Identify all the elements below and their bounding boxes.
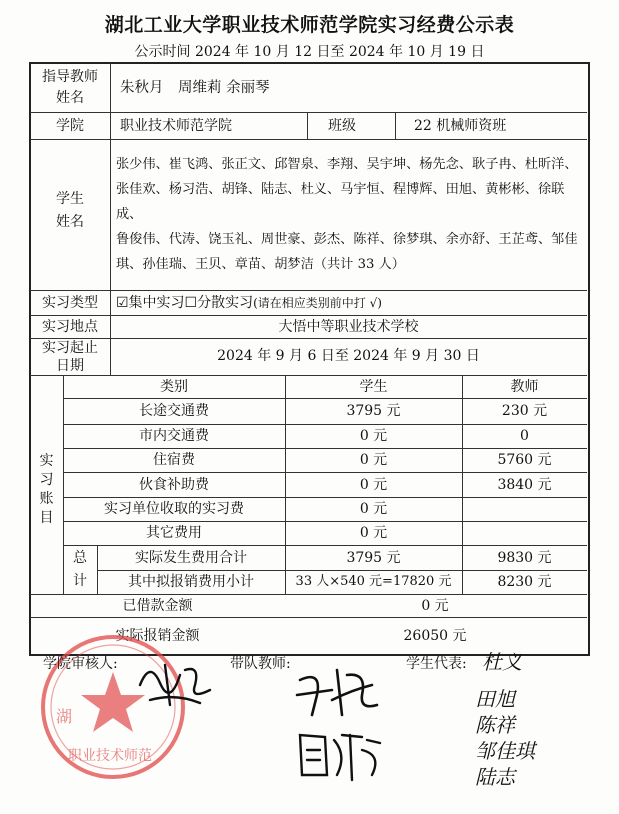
students-label-line2: 姓名 [56, 214, 84, 230]
header-category: 类别 [160, 379, 188, 395]
intern-type-note: (请在相应类别前中打 √) [253, 296, 382, 310]
student-signature: 陆志 [475, 765, 515, 789]
total-teacher-amount: 8230 元 [497, 574, 552, 590]
intern-type-value [116, 294, 382, 312]
period-value: 2024 年 9 月 6 日至 2024 年 9 月 30 日 [217, 348, 480, 364]
row-student-amount: 3795 元 [346, 403, 401, 419]
account-side-char: 习 [39, 472, 54, 488]
row-category: 市内交通费 [139, 428, 209, 444]
row-category: 其它费用 [146, 525, 202, 541]
total-student-amount: 3795 元 [346, 550, 401, 566]
row-divider [63, 497, 587, 498]
student-signature: 陈祥 [475, 713, 515, 737]
row-divider [30, 315, 587, 316]
row-divider [30, 139, 587, 140]
row-divider [30, 594, 587, 595]
borrowed-value: 0 元 [421, 598, 449, 614]
class-value: 22 机械师资班 [414, 118, 507, 134]
reimbursed-value: 26050 元 [403, 628, 467, 644]
student-rep-label: 学生代表: [406, 656, 467, 672]
teacher-signature-2 [292, 725, 387, 785]
advisor-label-line2: 姓名 [56, 90, 84, 106]
row-teacher-amount: 5760 元 [497, 452, 552, 468]
total-category: 实际发生费用合计 [135, 550, 247, 566]
row-teacher-amount: 0 [520, 428, 529, 444]
row-divider [63, 448, 587, 449]
row-divider [63, 424, 587, 425]
col-divider [307, 112, 308, 139]
row-divider [30, 338, 587, 339]
row-category: 实习单位收取的实习费 [104, 501, 244, 517]
row-divider [63, 472, 587, 473]
col-divider [395, 112, 396, 139]
borrowed-label: 已借款金额 [122, 598, 193, 614]
row-divider [97, 570, 587, 571]
advisor-label-line1: 指导教师 [42, 69, 98, 85]
account-side-char: 目 [39, 510, 54, 526]
document-title: 湖北工业大学职业技术师范学院实习经费公示表 [104, 14, 515, 36]
college-reviewer-label: 学院审核人: [43, 656, 118, 672]
student-signature: 邹佳琪 [475, 739, 535, 763]
college-value: 职业技术师范学院 [120, 118, 232, 134]
advisor-names: 朱秋月 周维莉 余丽琴 [120, 80, 270, 96]
period-label-line1: 实习起止 [42, 340, 98, 356]
row-divider [30, 617, 587, 618]
period-label-line2: 日期 [56, 358, 84, 374]
row-student-amount: 0 元 [359, 477, 388, 493]
row-divider [63, 521, 587, 522]
row-category: 住宿费 [153, 452, 195, 468]
student-line: 张佳欢、杨习浩、胡锋、陆志、杜义、马宇恒、程博辉、田旭、黄彬彬、徐联成、 [116, 182, 565, 222]
student-line: 张少伟、崔飞鸿、张正文、邱智泉、李翔、吴宇坤、杨先念、耿子冉、杜昕洋、 [116, 157, 578, 172]
student-names [116, 152, 586, 277]
total-label-char: 总 [73, 550, 87, 566]
location-value: 大悟中等职业技术学校 [278, 319, 419, 335]
row-divider [30, 290, 587, 291]
total-teacher-amount: 9830 元 [497, 550, 552, 566]
svg-text:职业技术师范: 职业技术师范 [68, 748, 152, 764]
row-student-amount: 0 元 [359, 501, 388, 517]
intern-type-label: 实习类型 [42, 295, 98, 311]
row-student-amount: 0 元 [359, 452, 388, 468]
svg-text:湖: 湖 [56, 707, 73, 726]
class-label: 班级 [328, 118, 356, 134]
total-category: 其中拟报销费用小计 [128, 574, 254, 590]
total-student-amount: 33 人×540 元=17820 元 [295, 574, 452, 589]
row-category: 伙食补助费 [139, 477, 209, 493]
row-student-amount: 0 元 [359, 428, 388, 444]
row-teacher-amount: 230 元 [501, 403, 548, 419]
student-line: 鲁俊伟、代涛、饶玉礼、周世豪、彭杰、陈祥、徐梦琪、余亦舒、王芷鸢、邹佳 [116, 232, 578, 247]
row-teacher-amount: 3840 元 [497, 477, 552, 493]
reimbursed-label: 实际报销金额 [115, 628, 200, 644]
teacher-signature-1 [292, 660, 382, 720]
college-label: 学院 [56, 118, 84, 134]
intern-type-checkboxes: ☑集中实习☐分散实习 [116, 295, 254, 311]
students-label-line1: 学生 [56, 191, 84, 207]
header-teacher: 教师 [510, 379, 539, 395]
publish-time: 公示时间 2024 年 10 月 12 日至 2024 年 10 月 19 日 [134, 44, 485, 60]
student-signature: 杜义 [482, 650, 522, 674]
total-label-char: 计 [73, 573, 87, 589]
lead-teacher-label: 带队教师: [230, 656, 291, 672]
account-side-char: 实 [39, 453, 54, 469]
row-divider [30, 375, 587, 376]
student-line: 琪、孙佳瑞、王贝、章苗、胡梦洁（共计 33 人） [116, 257, 405, 272]
row-student-amount: 0 元 [359, 525, 388, 541]
row-category: 长途交通费 [139, 403, 209, 419]
row-divider [63, 545, 587, 546]
location-label: 实习地点 [42, 319, 98, 335]
header-student: 学生 [359, 379, 388, 395]
student-signatures [482, 648, 592, 676]
reviewer-signature [130, 655, 220, 710]
row-divider [63, 398, 587, 399]
account-side-char: 账 [39, 491, 54, 507]
row-divider [30, 112, 587, 113]
student-signature: 田旭 [475, 687, 515, 711]
student-signatures-list [475, 686, 595, 790]
